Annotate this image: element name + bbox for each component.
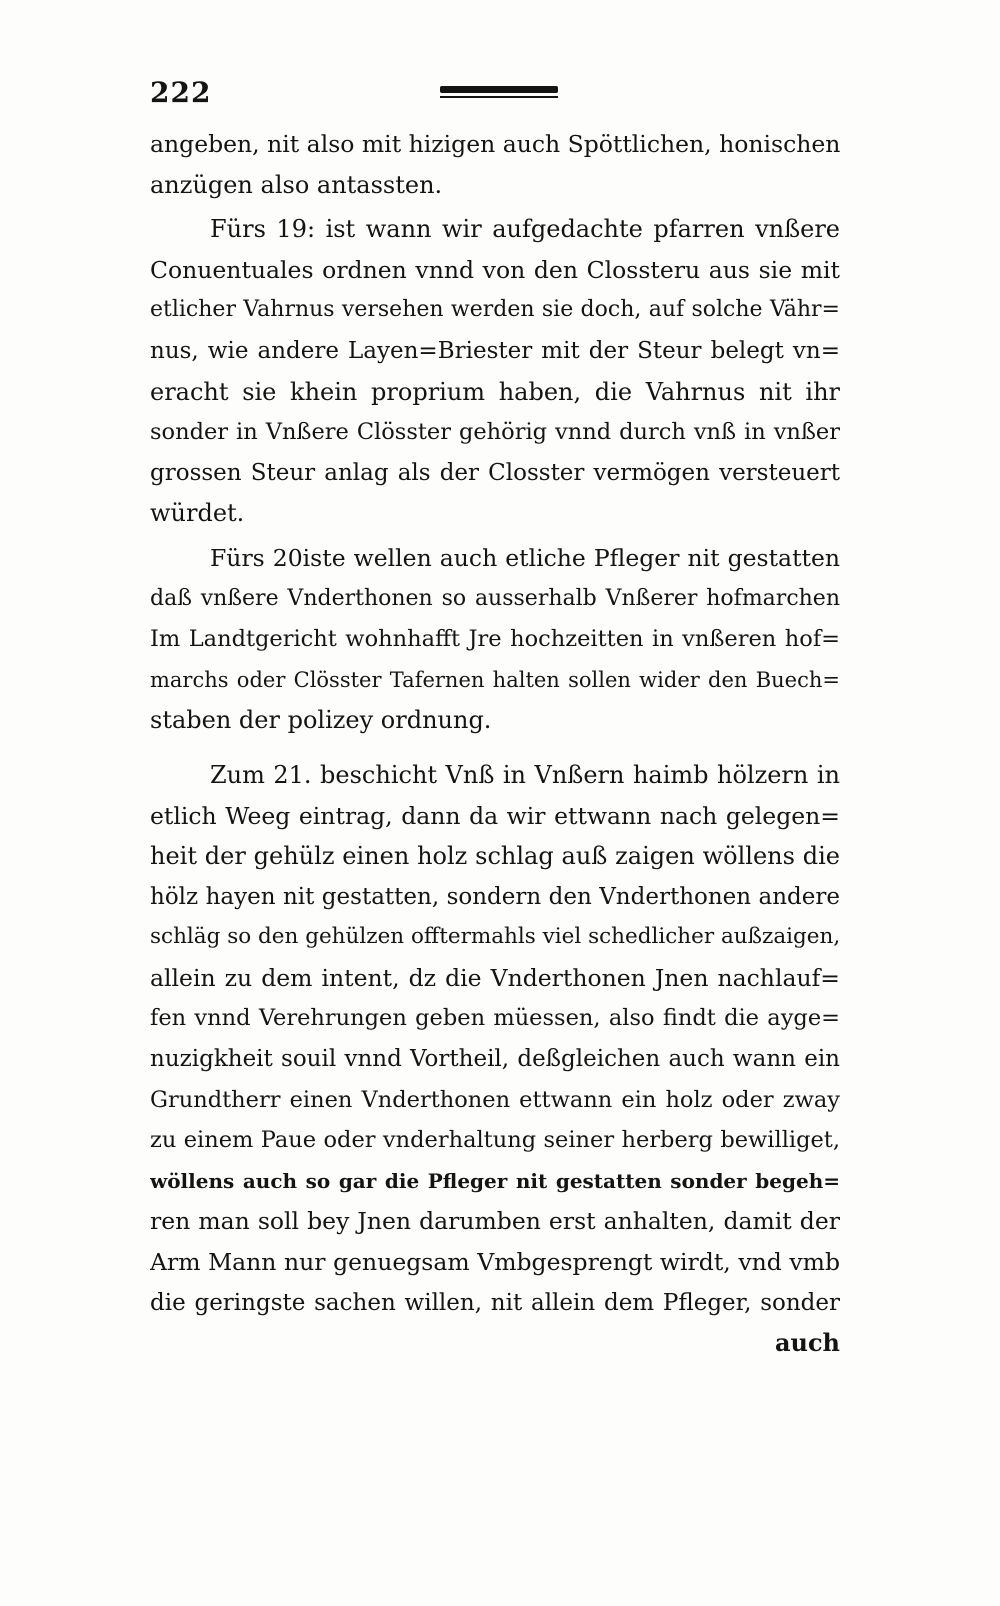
body-text	[150, 124, 840, 1364]
text-line: daß vnßere Vnderthonen so ausserhalb Vnßerer hofmarchen	[150, 585, 840, 611]
text-line: Conuentuales ordnen vnnd von den Clossteru aus sie mit	[150, 255, 840, 284]
text-line: zu einem Paue oder vnderhaltung seiner herberg bewilliget,	[150, 1127, 840, 1154]
text-line: die geringste sachen willen, nit allein dem Pfleger, sonder	[150, 1289, 840, 1316]
text-line: wöllens auch so gar die Pfleger nit gestatten sonder begeh=	[150, 1168, 840, 1193]
text-line: Grundtherr einen Vnderthonen ettwann ein holz oder zway	[150, 1086, 840, 1113]
text-line: Fürs 20iste wellen auch etliche Pfleger nit gestatten	[210, 543, 840, 572]
text-line: nuzigkheit souil vnnd Vortheil, deßgleichen auch wann ein	[150, 1046, 840, 1073]
text-line: grossen Steur anlag als der Closster vermögen versteuert	[150, 459, 840, 486]
catchword: auch	[774, 1328, 840, 1358]
text-line: hölz hayen nit gestatten, sondern den Vnderthonen andere	[150, 883, 840, 910]
text-line: nus, wie andere Layen=Briester mit der Steur belegt vn=	[150, 337, 840, 364]
paragraph	[150, 755, 840, 1323]
text-line: etlich Weeg eintrag, dann da wir ettwann nach gelegen=	[150, 801, 840, 830]
text-line: allein zu dem intent, dz die Vnderthonen Jnen nachlauf=	[150, 963, 840, 992]
text-line: Im Landtgericht wohnhafft Jre hochzeitten in vnßeren hof=	[150, 626, 840, 653]
text-line: etlicher Vahrnus versehen werden sie doch, auf solche Vähr=	[150, 297, 840, 323]
text-line: Arm Mann nur genuegsam Vmbgesprengt wirdt, vnd vmb	[150, 1248, 840, 1277]
text-line: sonder in Vnßere Clösster gehörig vnnd durch vnß in vnßer	[150, 419, 840, 446]
page-number: 222	[150, 76, 212, 109]
header-rule	[440, 86, 558, 98]
text-line: heit der gehülz einen holz schlag auß zaigen wöllens die	[150, 842, 840, 871]
text-line: fen vnnd Verehrungen geben müessen, also findt die ayge=	[150, 1005, 840, 1032]
header-rule-thick	[440, 86, 558, 93]
text-line: würdet.	[150, 499, 245, 528]
paragraph	[150, 209, 840, 534]
text-line: marchs oder Clösster Tafernen halten sollen wider den Buech=	[150, 667, 840, 692]
paragraph	[150, 124, 840, 205]
text-line: schläg so den gehülzen offtermahls viel schedlicher außzaigen,	[150, 924, 840, 950]
text-line: Fürs 19: ist wann wir aufgedachte pfarren vnßere	[210, 215, 840, 244]
text-line: anzügen also antassten.	[150, 170, 443, 199]
text-line: staben der polizey ordnung.	[150, 706, 492, 735]
header-rule-thin	[440, 96, 558, 98]
text-line: eracht sie khein proprium haben, die Vahrnus nit ihr	[150, 377, 840, 406]
text-line: Zum 21. beschicht Vnß in Vnßern haimb hölzern in	[210, 760, 840, 789]
text-line: ren man soll bey Jnen darumben erst anhalten, damit der	[150, 1207, 840, 1236]
paragraph	[150, 538, 840, 741]
text-line: angeben, nit also mit hizigen auch Spöttlichen, honischen	[150, 130, 840, 158]
